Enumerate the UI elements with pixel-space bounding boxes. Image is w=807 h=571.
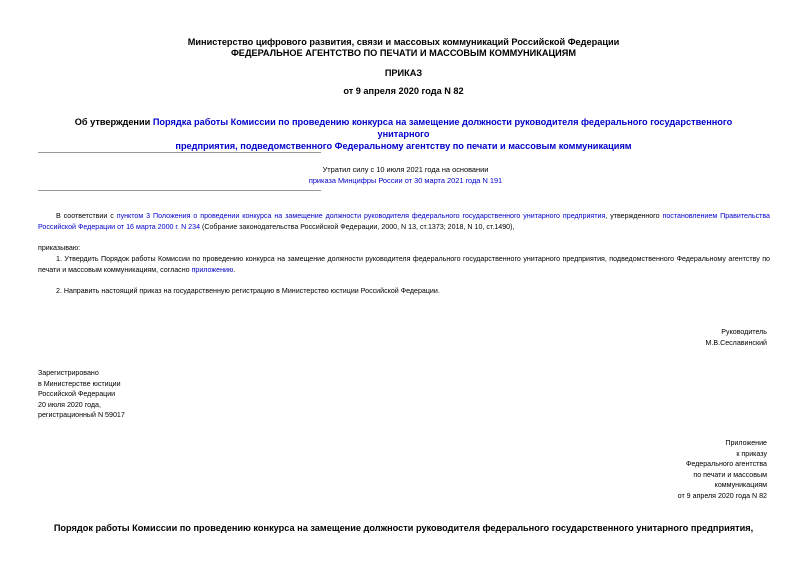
preamble-text-1: В соответствии с	[56, 212, 117, 220]
title-prefix: Об утверждении	[74, 117, 153, 127]
divider-top	[38, 152, 321, 153]
signature-role: Руководитель	[721, 328, 767, 336]
appendix-line-6: от 9 апреля 2020 года N 82	[677, 491, 767, 500]
item-1	[38, 254, 770, 276]
item-1-text: 1. Утвердить Порядок работы Комиссии по проведению конкурса на замещение должности руководителя федерального государственного унитарного предприятия, подведомственного Федеральному агентству по печати и массовым коммуникациям, согласно	[38, 255, 770, 274]
preamble-link-1[interactable]: пунктом 3 Положения о проведении конкурса на замещение должности руководителя федерального государственного унитарного предприятия	[116, 212, 606, 220]
preamble	[38, 211, 770, 233]
title-link-line1[interactable]: Порядка работы Комиссии по проведению конкурса на замещение должности руководителя федерального государственного унитарного	[152, 117, 733, 139]
appendix-line-5: коммуникациям	[714, 481, 767, 490]
divider-bottom	[38, 190, 321, 191]
registration-block	[38, 368, 125, 421]
doc-type: ПРИКАЗ	[384, 68, 423, 78]
preamble-link-2[interactable]: постановлением Правительства Российской Федерации от 16 марта 2000 г. N 234	[38, 212, 770, 231]
registration-line-3: Российской Федерации	[38, 390, 116, 399]
signature-block	[705, 327, 767, 348]
signature-name: М.В.Сеславинский	[705, 338, 767, 347]
registration-line-5: регистрационный N 59017	[38, 411, 125, 420]
order-word: приказываю:	[38, 244, 81, 252]
doc-date-number: от 9 апреля 2020 года N 82	[343, 86, 464, 96]
appendix-title: Порядок работы Комиссии по проведению конкурса на замещение должности руководителя федерального государственного унитарного предприятия,	[53, 523, 754, 533]
agency-name: ФЕДЕРАЛЬНОЕ АГЕНТСТВО ПО ПЕЧАТИ И МАССОВЫМ КОММУНИКАЦИЯМ	[230, 48, 577, 58]
preamble-text-2: , утвержденного	[605, 212, 663, 220]
item-2: 2. Направить настоящий приказ на государственную регистрацию в Министерство юстиции Российской Федерации.	[56, 287, 440, 295]
doc-title	[60, 116, 747, 152]
status-note-link[interactable]: приказа Минцифры России от 30 марта 2021 года N 191	[308, 176, 503, 185]
title-link-line2[interactable]: предприятия, подведомственного Федеральному агентству по печати и массовым коммуникациям	[175, 141, 632, 151]
preamble-text-3: (Собрание законодательства Российской Федерации, 2000, N 13, ст.1373; 2018, N 10, ст.1490),	[200, 223, 515, 231]
appendix-line-2: к приказу	[736, 449, 767, 458]
appendix-line-3: Федерального агентства	[685, 460, 767, 469]
registration-line-1: Зарегистрировано	[38, 369, 99, 377]
ministry-name: Министерство цифрового развития, связи и массовых коммуникаций Российской Федерации	[187, 37, 620, 47]
registration-line-4: 20 июля 2020 года,	[38, 400, 101, 409]
registration-line-2: в Министерстве юстиции	[38, 379, 121, 388]
status-note	[38, 164, 773, 186]
appendix-line-4: по печати и массовым	[693, 470, 767, 479]
item-1-link[interactable]: приложению	[191, 266, 234, 274]
appendix-block	[678, 438, 767, 502]
appendix-line-1: Приложение	[725, 439, 767, 447]
status-note-text: Утратил силу с 10 июля 2021 года на основании	[322, 165, 489, 174]
item-1-end: .	[233, 266, 236, 274]
